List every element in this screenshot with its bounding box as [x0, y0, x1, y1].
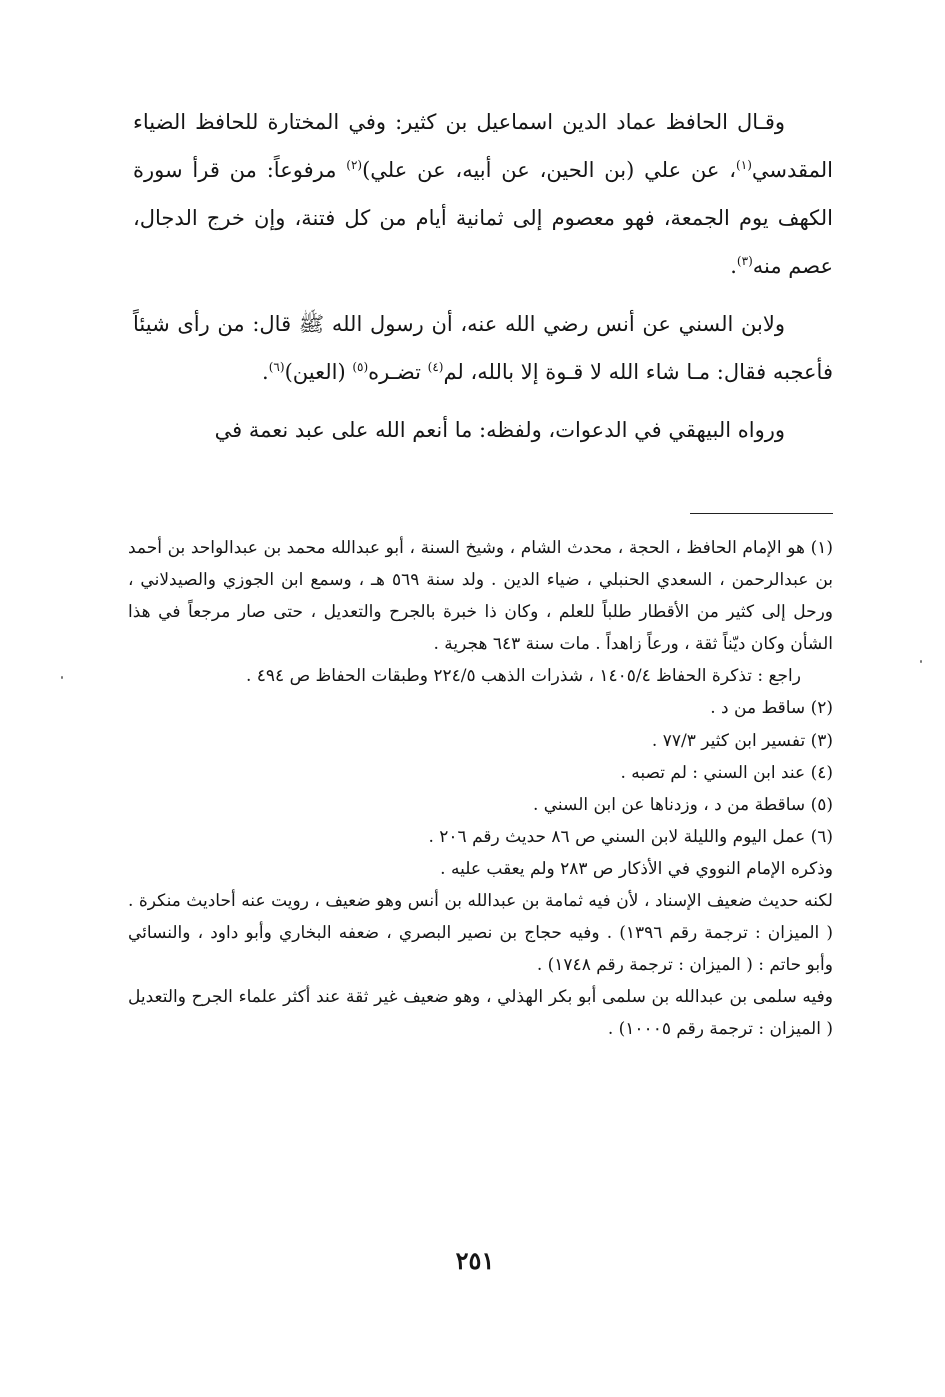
footnote-separator: [690, 513, 833, 514]
footnote-6: (٦) عمل اليوم والليلة لابن السني ص ٨٦ حديث رقم ٢٠٦ .: [428, 826, 833, 847]
footnote-marker-1[interactable]: (١): [736, 158, 752, 172]
footnote-marker-4[interactable]: (٤): [427, 360, 444, 374]
footnotes: [128, 532, 833, 1046]
paragraph-ibn-kathir: وقـال الحافظ عماد الدين اسماعيل بن كثير: وفي المختارة للحافظ الضياء المقدسي$^{(١)}$، عن علي (بن الحين، عن أبيه، عن علي)$^{(٢)}$ مرفوعاً: من قرأ سورة الكهف يوم الجمعة، فهو معصوم إلى ثمانية أيام من كل فتنة، وإن خرج الدجال، عصم منه$^{(٣)}$.: [133, 110, 833, 278]
footnote-marker-6[interactable]: (٦): [268, 360, 285, 374]
footnote-marker-5[interactable]: (٥): [352, 360, 369, 374]
footnote-marker-2[interactable]: (٢): [346, 158, 363, 172]
footnote-6-salma: وفيه سلمى بن عبدالله بن سلمى أبو بكر الهذلي ، وهو ضعيف غير ثقة عند أكثر علماء الجرح والتعديل ( الميزان : ترجمة رقم ١٠٠٠٥) .: [128, 987, 833, 1040]
main-text: [133, 98, 833, 454]
footnote-1: (١) هو الإمام الحافظ ، الحجة ، محدث الشام ، وشيخ السنة ، أبو عبدالله محمد بن عبدالواحد بن أحمد بن عبدالرحمن ، السعدي الحنبلي ، ضياء الدين . ولد سنة ٥٦٩ هـ ، وسمع ابن الجوزي والصيدلاني ، ورحل إلى كثير من الأقطار طلباً للعلم ، وكان ذا خبرة بالجرح والتعديل ، حتى صار مرجعاً في هذا الشأن وكان ديّناً ثقة ، ورعاً زاهداً . مات سنة ٦٤٣ هجرية .: [128, 538, 833, 655]
footnote-1-references: راجع : تذكرة الحفاظ ١٤٠٥/٤ ، شذرات الذهب ٢٢٤/٥ وطبقات الحفاظ ص ٤٩٤ .: [245, 666, 801, 687]
footnote-marker-3[interactable]: (٣): [736, 254, 753, 268]
footnote-3: (٣) تفسير ابن كثير ٧٧/٣ .: [651, 730, 833, 751]
page-number: ٢٥١: [455, 1246, 495, 1275]
footnote-6-nawawi: وذكره الإمام النووي في الأذكار ص ٢٨٣ ولم يعقب عليه .: [440, 858, 833, 879]
scan-speck: [920, 660, 922, 663]
footnote-4: (٤) عند ابن السني : لم تصبه .: [620, 762, 833, 783]
footnote-2: (٢) ساقط من د .: [710, 698, 833, 719]
scan-speck: [61, 676, 63, 679]
paragraph-bayhaqi: ورواه البيهقي في الدعوات، ولفظه: ما أنعم الله على عبد نعمة في: [214, 418, 785, 442]
footnote-6-weakness: لكنه حديث ضعيف الإسناد ، لأن فيه ثمامة بن عبدالله بن أنس وهو ضعيف ، رويت عنه أحاديث منكرة . ( الميزان : ترجمة رقم ١٣٩٦) . وفيه حجاج بن نصير البصري ، ضعفه البخاري وأبو داود ، والنسائي وأبو حاتم : ( الميزان : ترجمة رقم ١٧٤٨) .: [128, 891, 833, 976]
paragraph-ibn-sunni: ولابن السني عن أنس رضي الله عنه، أن رسول الله ﷺ قال: من رأى شيئاً فأعجبه فقال: مـا شاء الله لا قـوة إلا بالله، لم$^{(٤)}$ تضـره$^{(٥)}$ (العين)$^{(٦)}$.: [133, 312, 833, 384]
footnote-5: (٥) ساقطة من د ، وزدناها عن ابن السني .: [532, 794, 833, 815]
